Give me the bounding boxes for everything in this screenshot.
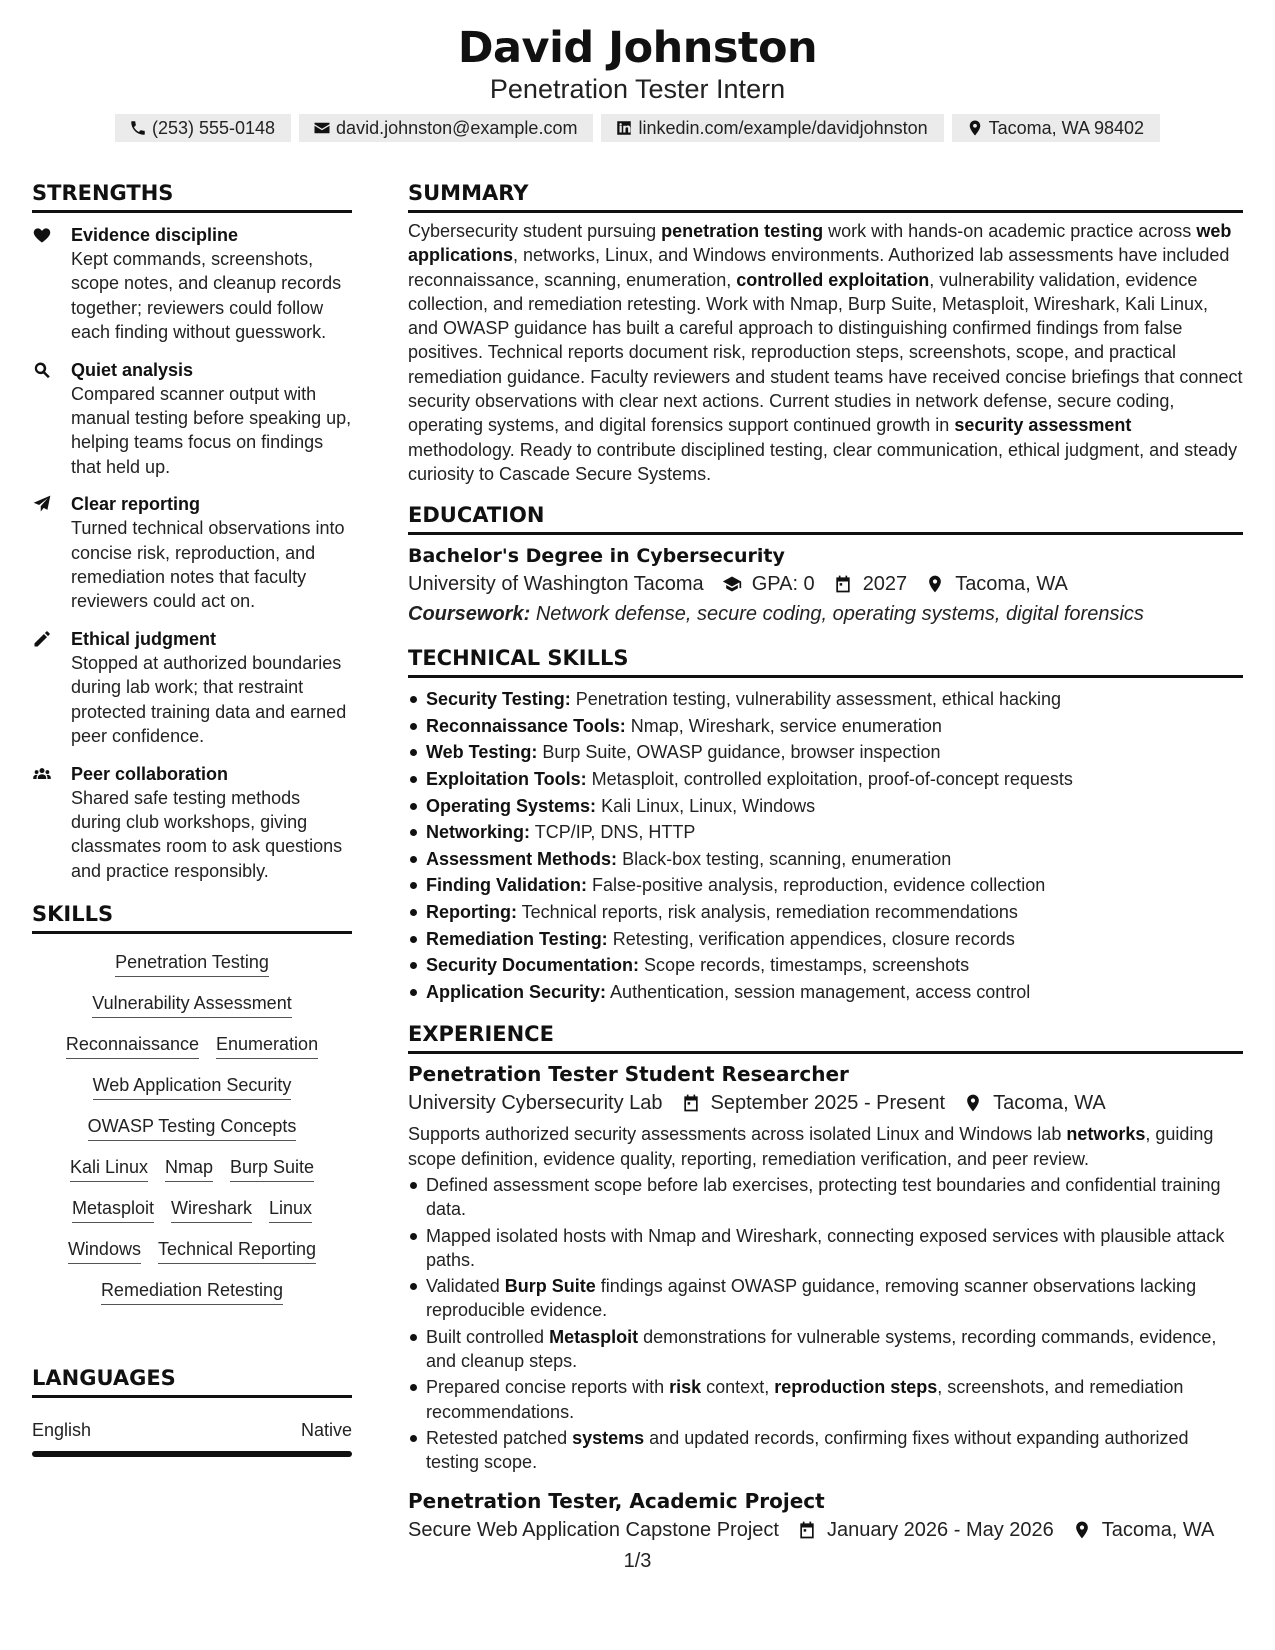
summary-section (408, 178, 1243, 486)
strength-item (32, 223, 352, 345)
skill-tag: Burp Suite (230, 1155, 314, 1182)
emphasis-text: Metasploit (549, 1326, 639, 1347)
skills-section (32, 899, 352, 1305)
email-text: david.johnston@example.com (336, 118, 578, 138)
candidate-title: Penetration Tester Intern (489, 74, 786, 104)
text-run: Cybersecurity student pursuing (408, 221, 662, 241)
left-column (32, 178, 352, 1457)
strength-text: Stopped at authorized boundaries during lab work; that restraint protected training data and earned peer confidence. (71, 652, 347, 747)
skill-category: Assessment Methods: (426, 848, 618, 869)
strength-body (71, 627, 352, 749)
job-meta (408, 1088, 1243, 1118)
strength-text: Kept commands, screenshots, scope notes, and cleanup records together; reviewers could follow each finding without guesswork. (71, 249, 342, 343)
gpa-text: GPA: 0 (751, 573, 815, 596)
skill-values: Black-box testing, scanning, enumeration (622, 848, 952, 869)
skills-row (32, 1155, 352, 1182)
job-location: Tacoma, WA (1101, 1518, 1215, 1541)
map-pin-icon (1072, 1520, 1092, 1540)
skill-tag: Reconnaissance (66, 1032, 199, 1059)
job-bullet (408, 1173, 1243, 1222)
strength-title: Peer collaboration (71, 763, 229, 784)
page-indicator: 1/3 (623, 1550, 652, 1572)
graduation-cap-icon (722, 574, 742, 594)
language-level: Native (300, 1420, 352, 1441)
technical-skill-item (408, 899, 1243, 926)
strength-text: Turned technical observations into concise risk, reproduction, and remediation notes that faculty reviewers could act on. (71, 518, 345, 612)
job-bullet (408, 1375, 1243, 1424)
graduation-year: 2027 (862, 573, 908, 596)
technical-skill-item (408, 793, 1243, 820)
job-bullet (408, 1426, 1243, 1475)
skill-values: Kali Linux, Linux, Windows (601, 795, 816, 816)
strength-text: Compared scanner output with manual testing before speaking up, helping teams focus on findings that held up. (71, 383, 352, 477)
calendar-icon (797, 1520, 817, 1540)
strength-icon-wrap (32, 627, 71, 749)
coursework (408, 599, 1243, 629)
skill-tag: Nmap (165, 1155, 213, 1182)
skills-row (32, 1196, 352, 1223)
skill-category: Remediation Testing: (426, 928, 608, 949)
skills-row (32, 950, 352, 977)
emphasis-text: systems (572, 1427, 645, 1448)
strength-icon-wrap (32, 492, 71, 614)
skills-heading: SKILLS (32, 899, 352, 934)
job-bullet (408, 1224, 1243, 1273)
text-run: Supports authorized security assessments across isolated Linux and Windows lab (408, 1124, 1067, 1145)
text-run: methodology. Ready to contribute disciplined testing, clear communication, ethical judgment, and steady curiosity to Cascade Secure Systems. (408, 439, 1238, 484)
skill-category: Reporting: (426, 902, 517, 923)
text-run: , guiding scope definition, evidence quality, reporting, remediation verification, and peer review. (408, 1124, 1214, 1169)
job-bullets (408, 1173, 1243, 1475)
skill-tag: Vulnerability Assessment (92, 991, 291, 1018)
technical-skill-item (408, 819, 1243, 846)
strength-title: Ethical judgment (71, 628, 217, 649)
contact-bar (0, 114, 1275, 142)
job-dates: September 2025 - Present (710, 1092, 946, 1115)
emphasis-text: reproduction steps (774, 1377, 938, 1398)
text-run: , vulnerability validation, evidence collection, and remediation retesting. Work with Nmap, Burp Suite, Metasploit, Wireshark, Kali Linux, and OWASP guidance has built a careful approach to distinguishing confirmed findings from false positives. Technical reports document risk, reproduction steps, screenshots, scope, and practical remediation guidance. Faculty reviewers and student teams have received concise briefings that connect security observations with clear next actions. Current studies in network defense, secure coding, operating systems, and digital forensics support continued growth in (408, 269, 1243, 436)
skill-values: Retesting, verification appendices, closure records (612, 928, 1015, 949)
emphasis-text: security assessment (954, 415, 1132, 436)
phone-icon (129, 119, 147, 137)
skills-tags (32, 950, 352, 1305)
text-run: findings against OWASP guidance, removing scanner observations lacking reproducible evidence. (426, 1276, 1197, 1321)
job-organization: University Cybersecurity Lab (408, 1092, 663, 1115)
skill-tag: Web Application Security (93, 1073, 292, 1100)
skill-tag: OWASP Testing Concepts (88, 1114, 297, 1141)
skill-values: False-positive analysis, reproduction, evidence collection (592, 875, 1046, 896)
school-location: Tacoma, WA (955, 573, 1068, 596)
text-run: context, (701, 1377, 775, 1398)
job-bullet (408, 1325, 1243, 1374)
map-pin-icon (925, 574, 945, 594)
strength-title: Evidence discipline (71, 225, 239, 245)
strength-icon-wrap (32, 762, 71, 884)
skill-category: Networking: (426, 822, 531, 843)
coursework-text: Network defense, secure coding, operating systems, digital forensics (535, 603, 1144, 626)
text-run: Prepared concise reports with (426, 1377, 670, 1398)
language-name: English (32, 1420, 92, 1441)
paper-plane-icon (32, 494, 52, 514)
skill-category: Security Testing: (426, 689, 571, 710)
skill-tag: Metasploit (72, 1196, 154, 1223)
strengths-heading: STRENGTHS (32, 178, 352, 213)
skill-category: Exploitation Tools: (426, 769, 587, 790)
skills-row (32, 1073, 352, 1100)
skill-values: Metasploit, controlled exploitation, proof-of-concept requests (591, 769, 1073, 790)
job-title: Penetration Tester, Academic Project (408, 1488, 825, 1513)
technical-skills-heading: TECHNICAL SKILLS (408, 643, 1243, 678)
linkedin-icon (615, 119, 633, 137)
skill-tag: Technical Reporting (158, 1237, 316, 1264)
resume-header (0, 22, 1275, 142)
emphasis-text: Burp Suite (504, 1276, 596, 1297)
education-heading: EDUCATION (408, 500, 1243, 535)
strength-item (32, 492, 352, 614)
strength-item (32, 762, 352, 884)
phone-text: (253) 555-0148 (151, 118, 276, 138)
map-pin-icon (966, 119, 984, 137)
skill-values: Scope records, timestamps, screenshots (644, 955, 970, 976)
languages-heading: LANGUAGES (32, 1363, 352, 1398)
technical-skills-section (408, 643, 1243, 1005)
skills-row (32, 991, 352, 1018)
technical-skill-item (408, 846, 1243, 873)
skills-row (32, 1114, 352, 1141)
education-meta (408, 569, 1243, 599)
job-location: Tacoma, WA (993, 1092, 1106, 1115)
summary-heading: SUMMARY (408, 178, 1243, 213)
skill-category: Operating Systems: (426, 795, 597, 816)
skill-values: Nmap, Wireshark, service enumeration (630, 715, 942, 736)
text-run: and updated records, confirming fixes without expanding authorized testing scope. (426, 1427, 1189, 1473)
job-entry (408, 1487, 1243, 1545)
technical-skill-item (408, 686, 1243, 713)
emphasis-text: web applications (408, 221, 1232, 266)
skill-tag: Enumeration (216, 1032, 318, 1059)
experience-list (408, 1060, 1243, 1544)
skill-values: Penetration testing, vulnerability assessment, ethical hacking (575, 689, 1061, 710)
skill-values: Technical reports, risk analysis, remediation recommendations (521, 902, 1018, 923)
strength-body (71, 223, 352, 345)
skills-row (32, 1237, 352, 1264)
job-entry (408, 1060, 1243, 1474)
skill-tag: Linux (269, 1196, 312, 1223)
skill-values: TCP/IP, DNS, HTTP (534, 822, 696, 843)
text-run: work with hands-on academic practice across (823, 221, 1197, 241)
text-run: Retested patched (426, 1427, 573, 1448)
emphasis-text: controlled exploitation (736, 269, 930, 290)
right-column (408, 178, 1243, 1545)
envelope-icon (313, 119, 331, 137)
job-dates: January 2026 - May 2026 (826, 1518, 1054, 1541)
skill-values: Authentication, session management, access control (610, 981, 1031, 1002)
candidate-name: David Johnston (457, 23, 818, 73)
skill-values: Burp Suite, OWASP guidance, browser inspection (542, 742, 941, 763)
coursework-label: Coursework: (408, 603, 531, 626)
job-description (408, 1122, 1243, 1171)
technical-skill-item (408, 926, 1243, 953)
language-item (32, 1420, 352, 1441)
contact-email[interactable] (299, 114, 593, 142)
emphasis-text: penetration testing (661, 221, 824, 241)
text-run: Validated (426, 1276, 505, 1297)
text-run: Defined assessment scope before lab exercises, protecting test boundaries and confidential training data. (426, 1174, 1221, 1220)
skill-category: Finding Validation: (426, 875, 587, 896)
strengths-section (32, 178, 352, 883)
contact-linkedin[interactable] (601, 114, 943, 142)
job-bullet (408, 1274, 1243, 1323)
text-run: , screenshots, and remediation recommendations. (426, 1377, 1184, 1422)
summary-text (408, 219, 1243, 486)
skill-category: Web Testing: (426, 742, 538, 763)
technical-skill-item (408, 739, 1243, 766)
skill-tag: Kali Linux (70, 1155, 148, 1182)
education-section (408, 500, 1243, 629)
strength-item (32, 627, 352, 749)
location-text: Tacoma, WA 98402 (988, 118, 1145, 138)
strength-body (71, 358, 352, 480)
heart-icon (32, 225, 52, 245)
strength-body (71, 762, 352, 884)
skill-tag: Penetration Testing (115, 950, 269, 977)
skill-tag: Wireshark (171, 1196, 252, 1223)
skills-row (32, 1278, 352, 1305)
strength-icon-wrap (32, 223, 71, 345)
emphasis-text: networks (1066, 1124, 1146, 1145)
experience-section (408, 1019, 1243, 1544)
skills-row (32, 1032, 352, 1059)
language-proficiency-bar (32, 1451, 352, 1457)
job-meta (408, 1515, 1243, 1545)
calendar-icon (833, 574, 853, 594)
technical-skill-item (408, 713, 1243, 740)
languages-section (32, 1363, 352, 1457)
strengths-list (32, 223, 352, 883)
text-run: Mapped isolated hosts with Nmap and Wireshark, connecting exposed services with plausible attack paths. (426, 1225, 1225, 1270)
strength-title: Clear reporting (71, 494, 201, 515)
technical-skills-list (408, 686, 1243, 1005)
calendar-icon (681, 1093, 701, 1113)
strength-icon-wrap (32, 358, 71, 480)
technical-skill-item (408, 979, 1243, 1006)
technical-skill-item (408, 952, 1243, 979)
skill-tag: Windows (68, 1237, 141, 1264)
job-title: Penetration Tester Student Researcher (408, 1062, 849, 1087)
strength-item (32, 358, 352, 480)
search-icon (32, 360, 52, 380)
contact-phone[interactable] (115, 114, 291, 142)
pencil-icon (32, 629, 52, 649)
text-run: Built controlled (426, 1326, 550, 1347)
strength-title: Quiet analysis (71, 359, 194, 380)
users-icon (32, 764, 52, 784)
skill-category: Security Documentation: (426, 955, 640, 976)
text-run: demonstrations for vulnerable systems, recording commands, evidence, and cleanup steps. (426, 1326, 1217, 1372)
linkedin-text: linkedin.com/example/davidjohnston (638, 118, 928, 138)
skill-category: Reconnaissance Tools: (426, 715, 626, 736)
strength-text: Shared safe testing methods during club workshops, giving classmates room to ask questions and practice responsibly. (71, 787, 343, 881)
emphasis-text: risk (669, 1377, 702, 1398)
contact-location (952, 114, 1160, 142)
skill-category: Application Security: (426, 981, 607, 1002)
school-name: University of Washington Tacoma (408, 573, 704, 596)
map-pin-icon (963, 1093, 983, 1113)
experience-heading: EXPERIENCE (408, 1019, 1243, 1054)
technical-skill-item (408, 766, 1243, 793)
technical-skill-item (408, 872, 1243, 899)
degree-title: Bachelor's Degree in Cybersecurity (408, 545, 785, 568)
skill-tag: Remediation Retesting (101, 1278, 283, 1305)
text-run: , networks, Linux, and Windows environments. Authorized lab assessments have included reconnaissance, scanning, enumeration, (408, 245, 1230, 290)
job-organization: Secure Web Application Capstone Project (408, 1518, 779, 1541)
strength-body (71, 492, 352, 614)
